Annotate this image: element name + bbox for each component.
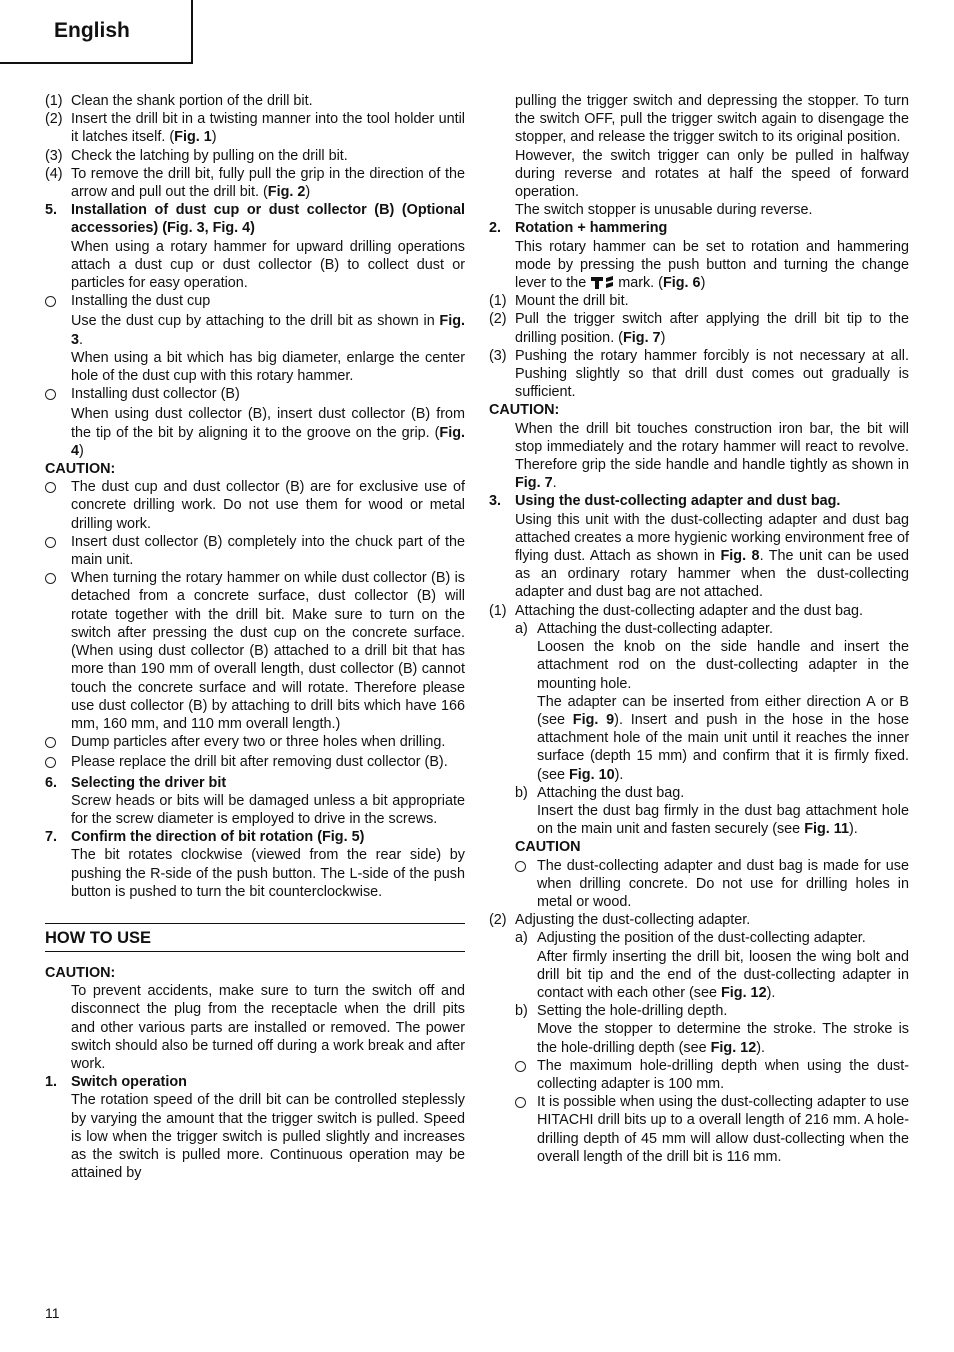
fig-ref: Fig. 7 [622,329,661,346]
bullet-dust-collector: Installing dust collector (B) [45,385,465,405]
bullet-dust-cup: Installing the dust cup [45,292,465,312]
caution-item: Please replace the drill bit after removing dust collector (B). [45,753,465,773]
fig-ref: Fig. 2 [267,184,306,201]
section-7-heading: 7. Confirm the direction of bit rotation (Fig. 5) [45,829,365,846]
circle-bullet-icon [515,861,526,872]
substep-a-body2: The adapter can be inserted from either direction A or B (see Fig. 9). Insert and push in the hose in the hose attachment hole of the main unit until it reaches the inner surface (depth 15 mm) and confirm that it is firmly fixed. (see Fig. 10). [537,693,909,783]
step-attach: (1) Attaching the dust-collecting adapter and the dust bag. [489,602,864,619]
caution-label: CAUTION: [489,402,560,419]
note-item: It is possible when using the dust-collecting adapter to use HITACHI drill bits up to a overall length of 216 mm. A hole-drilling depth of 45 mm will allow dust-collecting when the overall length of the drill bit is 116 mm. [489,1093,909,1166]
section-1-body: The rotation speed of the drill bit can be controlled steplessly by varying the amount that the trigger switch is pulled. Speed is low when the trigger switch is pulled slightly and increases as the switch is pulled more. Continuous operation may be attained by [71,1092,465,1182]
substep-b-body: Move the stopper to determine the stroke. The stroke is the hole-drilling depth (see Fig. 12). [537,1021,909,1056]
section-7-body: The bit rotates clockwise (viewed from the rear side) by pushing the R-side of the push button. The L-side of the push button is pushed to turn the bit counterclockwise. [71,847,465,900]
dust-collector-text: When using dust collector (B), insert dust collector (B) from the tip of the bit by aligning it to the groove on the grip. (Fig. 4) [71,406,465,459]
left-column [45,92,465,1182]
fig-ref: Fig. 1 [174,129,212,146]
section-3-heading: 3. Using the dust-collecting adapter and dust bag. [489,493,841,510]
substep-a: a) Attaching the dust-collecting adapter. [515,620,773,637]
page-number: 11 [45,1305,60,1321]
caution-label: CAUTION: [45,964,116,981]
fig-ref: Fig. 12 [720,984,767,1001]
substep-b: b) Setting the hole-drilling depth. [515,1003,728,1020]
language-label: English [54,19,130,42]
fig-ref: Fig. 8 [720,548,760,565]
section-2-body: This rotary hammer can be set to rotation and hammering mode by pressing the push button and turning the change lever to the mark. (Fig. 6) [515,238,909,292]
caution-label: CAUTION: [45,461,116,478]
fig-ref: Fig. 6 [662,275,701,292]
section-3-body: Using this unit with the dust-collecting adapter and dust bag attached creates a more hygienic working environment free of flying dust. Attach as shown in Fig. 8. The unit can be used as an ordinary rotary hammer when the dust-collecting adapter and dust bag are not attached. [515,511,909,601]
step-1: (1) Mount the drill bit. [489,293,629,310]
caution-item: The dust-collecting adapter and dust bag is made for use when drilling concrete. Do not use for drilling holes in metal or wood. [489,857,909,912]
substep-a-body1: Loosen the knob on the side handle and insert the attachment rod on the dust-collecting adapter in the mounting hole. [537,639,909,692]
circle-bullet-icon [515,1097,526,1108]
step-4: (4) To remove the drill bit, fully pull the grip in the direction of the arrow and pull out the drill bit. (Fig. 2) [45,165,465,201]
language-tab [0,0,193,64]
section-5-heading: 5. Installation of dust cup or dust collector (B) (Optional accessories) (Fig. 3, Fig. 4) [45,202,465,237]
substep-b-body: Insert the dust bag firmly in the dust bag attachment hole on the main unit and fasten securely (see Fig. 11). [537,802,909,838]
switch-operation-cont3: The switch stopper is unusable during reverse. [515,202,813,219]
step-3: (3) Pushing the rotary hammer forcibly is not necessary at all. Pushing slightly so that drill dust comes out gradually is sufficient. [489,347,909,401]
dust-cup-extra: When using a bit which has big diameter, enlarge the center hole of the dust cup with this rotary hammer. [71,349,465,385]
circle-bullet-icon [45,573,56,584]
fig-ref: Fig. 9 [572,711,615,728]
fig-ref: Fig. 4 [71,424,465,459]
section-2-heading: 2. Rotation + hammering [489,220,668,237]
switch-operation-cont: pulling the trigger switch and depressing the stopper. To turn the switch OFF, pull the trigger switch again to disengage the stopper, and release the trigger switch to its original position. [515,93,909,146]
section-6-body: Screw heads or bits will be damaged unless a bit appropriate for the screw diameter is employed to drive in the screws. [71,792,465,827]
rotation-hammer-mark-icon [590,274,614,290]
caution-label: CAUTION [515,839,581,856]
step-3: (3) Check the latching by pulling on the drill bit. [45,147,348,164]
section-6-heading: 6. Selecting the driver bit [45,774,227,791]
right-column [489,92,909,1166]
step-1: (1) Clean the shank portion of the drill bit. [45,93,313,109]
circle-bullet-icon [45,537,56,548]
dust-cup-text: Use the dust cup by attaching to the drill bit as shown in Fig. 3. [71,313,465,348]
caution-body: When the drill bit touches construction iron bar, the bit will stop immediately and the rotary hammer will react to revolve. Therefore grip the side handle and handle tightly as shown in Fig. 7. [515,420,909,492]
section-5-body: When using a rotary hammer for upward drilling operations attach a dust cup or dust collector (B) to collect dust or particles for easy operation. [71,238,465,292]
fig-ref: Fig. 11 [804,821,849,838]
circle-bullet-icon [45,389,56,400]
caution-body: To prevent accidents, make sure to turn the switch off and disconnect the plug from the receptacle when the drill pits and other various parts are installed or removed. The power switch should also be turned off during a work break and after work. [71,983,465,1072]
section-1-heading: 1. Switch operation [45,1074,187,1091]
caution-item: When turning the rotary hammer on while dust collector (B) is detached from a concrete surface, dust collector (B) will rotate together with the drill bit. Make sure to turn on the switch after pressing the dust cup on the concrete surface. (When using dust collector (B) attached to a drill bit that has more than 190 mm of overall length, dust collector (B) cannot touch the concrete surface and will rotate. Therefore please use dust collector (B) by attaching to drill bits which have 166 mm, 160 mm, and 110 mm overall length.) [45,569,465,733]
substep-a-body: After firmly inserting the drill bit, loosen the wing bolt and drill bit tip and the end of the dust-collecting adapter in contact with each other (see Fig. 12). [537,948,909,1001]
how-to-use-heading: HOW TO USE [45,923,465,952]
switch-operation-cont2: However, the switch trigger can only be pulled in halfway during reverse and rotates at half the speed of forward operation. [515,147,909,201]
substep-b: b) Attaching the dust bag. [515,784,685,801]
circle-bullet-icon [45,757,56,768]
fig-ref: Fig. 3 [71,313,465,348]
step-adjust: (2) Adjusting the dust-collecting adapter. [489,912,751,929]
step-2: (2) Insert the drill bit in a twisting manner into the tool holder until it latches itself. (Fig. 1) [45,111,465,146]
caution-item: The dust cup and dust collector (B) are for exclusive use of concrete drilling work. Do not use them for wood or metal drilling work. [45,478,465,533]
substep-a: a) Adjusting the position of the dust-collecting adapter. [515,930,866,947]
circle-bullet-icon [515,1061,526,1072]
caution-item: Dump particles after every two or three holes when drilling. [45,733,465,753]
note-item: The maximum hole-drilling depth when using the dust-collecting adapter is 100 mm. [489,1057,909,1093]
circle-bullet-icon [45,737,56,748]
caution-item: Insert dust collector (B) completely into the chuck part of the main unit. [45,533,465,569]
fig-ref: Fig. 7 [515,475,553,492]
step-2: (2) Pull the trigger switch after applying the drill bit tip to the drilling position. (Fig. 7) [489,311,909,346]
circle-bullet-icon [45,296,56,307]
circle-bullet-icon [45,482,56,493]
fig-ref: Fig. 10 [569,766,615,783]
fig-ref: Fig. 12 [710,1039,757,1056]
